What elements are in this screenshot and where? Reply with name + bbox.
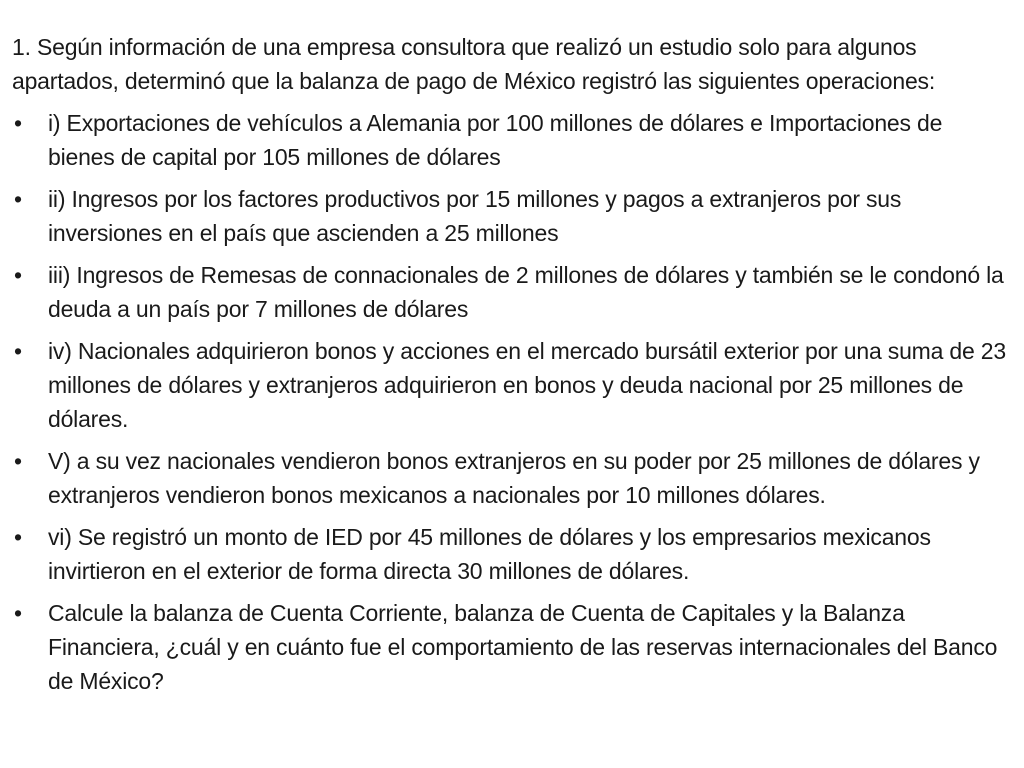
bullet-list [12, 106, 1008, 698]
bullet-text: i) Exportaciones de vehículos a Alemania por 100 millones de dólares e Importaciones de bienes de capital por 105 millones de dólares [48, 110, 943, 170]
bullet-icon: • [14, 524, 22, 550]
bullet-icon: • [14, 110, 22, 136]
bullet-icon: • [14, 600, 22, 626]
bullet-text: ii) Ingresos por los factores productivos por 15 millones y pagos a extranjeros por sus inversiones en el país que ascienden a 25 millones [48, 186, 902, 246]
bullet-text: Calcule la balanza de Cuenta Corriente, balanza de Cuenta de Capitales y la Balanza Financiera, ¿cuál y en cuánto fue el comportamiento de las reservas internacionales del Banco de México? [48, 600, 998, 694]
bullet-item-ii [12, 182, 1008, 250]
bullet-icon: • [14, 186, 22, 212]
bullet-text: iv) Nacionales adquirieron bonos y acciones en el mercado bursátil exterior por una suma de 23 millones de dólares y extranjeros adquirieron en bonos y deuda nacional por 25 millones de dólares. [48, 338, 1006, 432]
bullet-item-v [12, 444, 1008, 512]
slide-content [12, 30, 1008, 706]
bullet-item-iv [12, 334, 1008, 436]
bullet-icon: • [14, 448, 22, 474]
bullet-item-question [12, 596, 1008, 698]
bullet-text: vi) Se registró un monto de IED por 45 millones de dólares y los empresarios mexicanos invirtieron en el exterior de forma directa 30 millones de dólares. [48, 524, 931, 584]
bullet-icon: • [14, 262, 22, 288]
bullet-item-iii [12, 258, 1008, 326]
bullet-item-i [12, 106, 1008, 174]
bullet-icon: • [14, 338, 22, 364]
bullet-text: iii) Ingresos de Remesas de connacionales de 2 millones de dólares y también se le condonó la deuda a un país por 7 millones de dólares [48, 262, 1004, 322]
intro-paragraph: 1. Según información de una empresa consultora que realizó un estudio solo para algunos apartados, determinó que la balanza de pago de México registró las siguientes operaciones: [12, 34, 936, 94]
bullet-text: V) a su vez nacionales vendieron bonos extranjeros en su poder por 25 millones de dólares y extranjeros vendieron bonos mexicanos a nacionales por 10 millones dólares. [48, 448, 980, 508]
bullet-item-vi [12, 520, 1008, 588]
